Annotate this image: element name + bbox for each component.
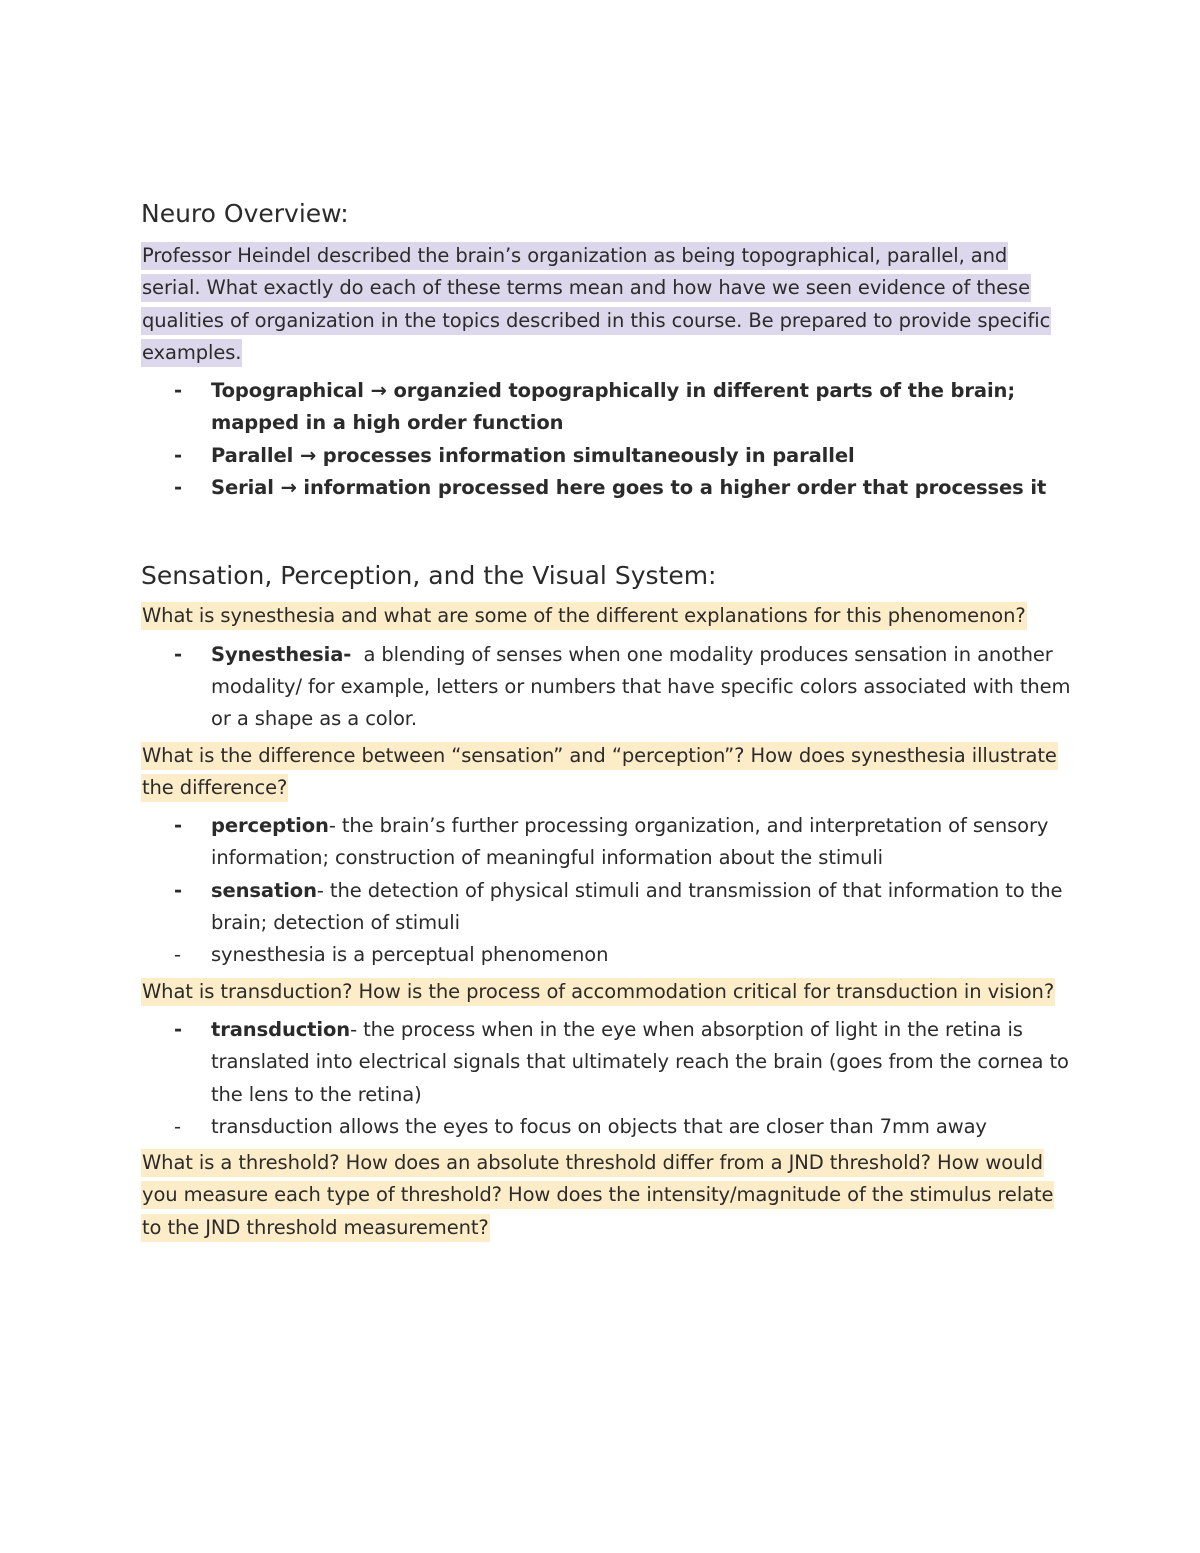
question-text: What is a threshold? How does an absolute threshold differ from a JND threshold? How would you measure each type of threshold? How does the intensity/magnitude of the stimulus relate to the JND threshold measurement? bbox=[141, 1149, 1054, 1242]
dash-marker: - bbox=[174, 379, 182, 403]
list-item bbox=[141, 875, 1071, 940]
term-label: sensation bbox=[211, 878, 317, 902]
dash-marker: - bbox=[174, 443, 182, 467]
list-item bbox=[141, 1014, 1071, 1111]
question-brain-organization bbox=[141, 240, 1071, 369]
list-item-text: Topographical → organzied topographically in different parts of the brain; mapped in a high order function bbox=[211, 379, 1016, 435]
term-label: transduction bbox=[211, 1017, 351, 1041]
list-item bbox=[141, 440, 1071, 472]
question-text: What is synesthesia and what are some of the different explanations for this phenomenon? bbox=[141, 602, 1027, 630]
dash-marker: - bbox=[174, 476, 182, 500]
dash-marker: - bbox=[174, 814, 182, 838]
list-item-text: - the process when in the eye when absorption of light in the retina is translated into electrical signals that ultimately reach the brain (goes from the cornea to the lens to the retina) bbox=[211, 1017, 1069, 1106]
question-sensation-perception bbox=[141, 740, 1071, 805]
list-item-text: transduction allows the eyes to focus on objects that are closer than 7mm away bbox=[211, 1114, 987, 1138]
bullet-list-sensation-perception bbox=[141, 810, 1071, 971]
term-label: Synesthesia- bbox=[211, 642, 352, 666]
list-item bbox=[141, 810, 1071, 875]
dash-marker: - bbox=[174, 878, 182, 902]
bullet-list-transduction bbox=[141, 1014, 1071, 1143]
section-heading-neuro-overview: Neuro Overview: bbox=[141, 199, 349, 228]
list-item-text: - the brain’s further processing organization, and interpretation of sensory information; construction of meaningful information about the stimuli bbox=[211, 814, 1049, 870]
dash-marker: - bbox=[174, 642, 182, 666]
document-page bbox=[141, 196, 1077, 1244]
dash-marker: - bbox=[174, 1017, 182, 1041]
question-threshold bbox=[141, 1147, 1071, 1244]
list-item-text: - the detection of physical stimuli and transmission of that information to the brain; detection of stimuli bbox=[211, 878, 1063, 935]
list-item bbox=[141, 639, 1077, 736]
question-text: Professor Heindel described the brain’s organization as being topographical, parallel, and serial. What exactly do each of these terms mean and how have we seen evidence of these qualities of organization in the topics described in this course. Be prepared to provide specific examples. bbox=[141, 242, 1051, 367]
question-text: What is the difference between “sensation” and “perception”? How does synesthesia illustrate the difference? bbox=[141, 742, 1058, 802]
list-item bbox=[141, 472, 1071, 504]
dash-marker: - bbox=[174, 1114, 181, 1138]
list-item bbox=[141, 939, 1071, 971]
list-item bbox=[141, 375, 1071, 440]
section-heading-sensation-perception: Sensation, Perception, and the Visual System: bbox=[141, 561, 717, 591]
question-text: What is transduction? How is the process of accommodation critical for transduction in vision? bbox=[141, 978, 1055, 1006]
bullet-list-synesthesia bbox=[141, 639, 1077, 736]
question-synesthesia bbox=[141, 600, 1071, 632]
list-item-text: synesthesia is a perceptual phenomenon bbox=[211, 943, 609, 967]
term-label: perception bbox=[211, 814, 329, 838]
list-item bbox=[141, 1111, 1071, 1143]
dash-marker: - bbox=[174, 943, 181, 967]
question-transduction bbox=[141, 976, 1071, 1008]
list-item-text: Serial → information processed here goes to a higher order that processes it bbox=[211, 476, 1047, 500]
bullet-list-organization bbox=[141, 375, 1071, 504]
list-item-text: a blending of senses when one modality produces sensation in another modality/ for example, letters or numbers that have specific colors associated with them or a shape as a color. bbox=[211, 642, 1077, 731]
list-item-text: Parallel → processes information simultaneously in parallel bbox=[211, 443, 855, 467]
